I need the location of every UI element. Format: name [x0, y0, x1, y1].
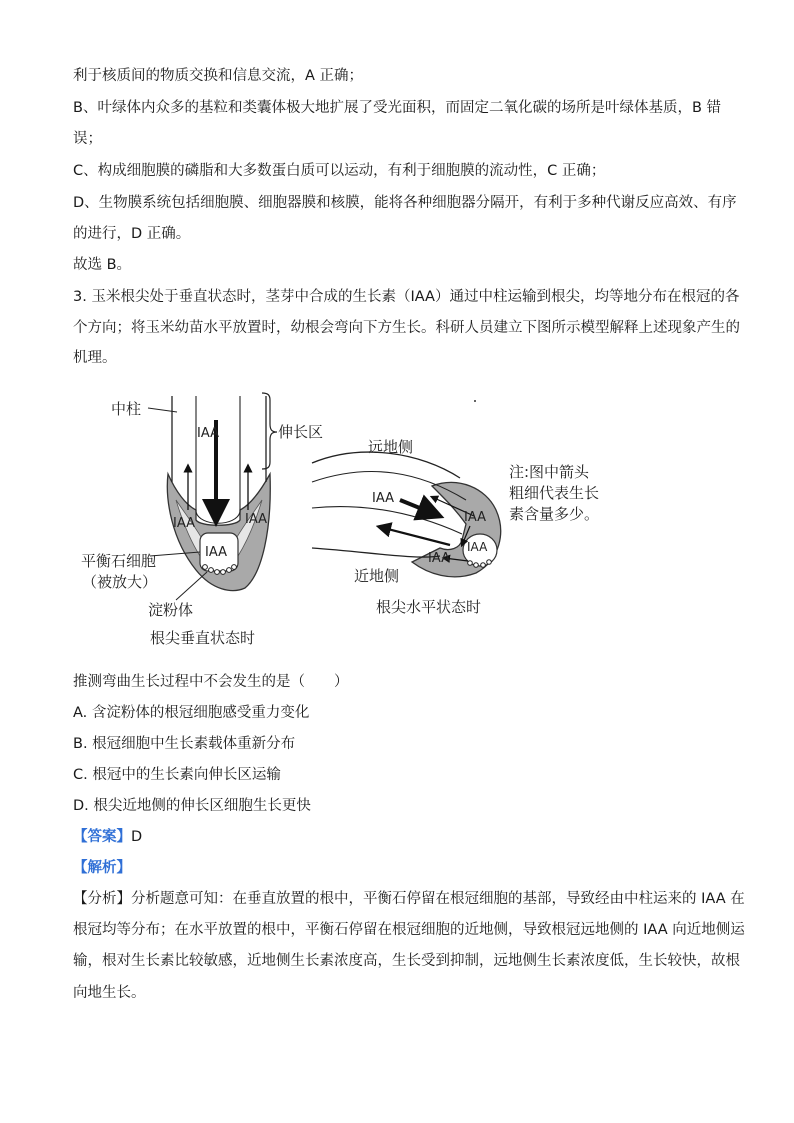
answer-value: D — [131, 829, 143, 845]
question-stem: 推测弯曲生长过程中不会发生的是（ ） — [73, 674, 349, 690]
text-line-7: 故选 B。 — [73, 257, 132, 273]
text-line-6: 的进行，D 正确。 — [73, 226, 191, 242]
caption-vertical: 根尖垂直状态时 — [150, 629, 256, 647]
analysis-line-2: 根冠均等分布；在水平放置的根中，平衡石停留在根冠细胞的近地侧，导致根冠远地侧的 IAA 向近地侧运 — [73, 922, 745, 938]
answer-tag: 【答案】 — [73, 829, 131, 845]
answer-line — [73, 827, 142, 847]
text-line-2: B、叶绿体内众多的基粒和类囊体极大地扩展了受光面积，而固定二氧化碳的场所是叶绿体基质，B 错 — [73, 100, 722, 116]
text-line-4: C、构成细胞膜的磷脂和大多数蛋白质可以运动，有利于细胞膜的流动性，C 正确； — [73, 163, 606, 179]
analysis-line-3: 输，根对生长素比较敏感，近地侧生长素浓度高，生长受到抑制，远地侧生长素浓度低，生长较快，故根 — [73, 953, 740, 969]
label-far-side: 远地侧 — [368, 438, 414, 456]
option-c: C. 根冠中的生长素向伸长区运输 — [73, 767, 281, 783]
label-iaa-horizontal-body: IAA — [372, 491, 394, 506]
question-3-line-3: 机理。 — [73, 350, 117, 366]
label-stele: 中柱 — [111, 400, 142, 418]
text-line-1: 利于核质间的物质交换和信息交流，A 正确； — [73, 68, 364, 84]
elongation-zone-bracket — [262, 393, 277, 469]
vertical-root-figure — [148, 393, 277, 600]
label-amyloplast: 淀粉体 — [148, 601, 194, 619]
analysis-line-4: 向地生长。 — [73, 985, 146, 1001]
label-near-side: 近地侧 — [354, 567, 400, 585]
question-3-line-1: 3. 玉米根尖处于垂直状态时，茎芽中合成的生长素（IAA）通过中柱运输到根尖，均等地分布在根冠的各 — [73, 289, 740, 305]
caption-horizontal: 根尖水平状态时 — [376, 598, 482, 616]
label-iaa-cap-bottom: IAA — [428, 551, 450, 566]
analysis-line-1 — [73, 889, 745, 909]
label-statocyte: 平衡石细胞 — [81, 552, 157, 570]
analysis-text-1: 分析题意可知：在垂直放置的根中，平衡石停留在根冠细胞的基部，导致经由中柱运来的 IAA 在 — [131, 891, 745, 907]
analysis-tag: 【分析】 — [73, 891, 131, 907]
label-iaa-cap-top: IAA — [464, 510, 486, 525]
label-iaa-statocyte-horizontal: IAA — [467, 540, 488, 554]
text-line-3: 误； — [73, 131, 102, 147]
figure-note-line-2: 粗细代表生长 — [509, 484, 600, 502]
label-iaa-cap-left: IAA — [173, 516, 195, 531]
label-iaa-cap-right: IAA — [245, 512, 267, 527]
analysis-heading: 【解析】 — [73, 860, 131, 876]
option-d: D. 根尖近地侧的伸长区细胞生长更快 — [73, 798, 311, 814]
option-a: A. 含淀粉体的根冠细胞感受重力变化 — [73, 705, 310, 721]
label-iaa-statocyte: IAA — [205, 545, 227, 560]
label-iaa-stele: IAA — [197, 426, 219, 441]
figure-note-line-1: 注:图中箭头 — [509, 463, 590, 481]
figure-note-line-3: 素含量多少。 — [509, 505, 600, 523]
horizontal-thick-arrow — [400, 500, 437, 515]
question-3-line-2: 个方向；将玉米幼苗水平放置时，幼根会弯向下方生长。科研人员建立下图所示模型解释上述现象产生的 — [73, 320, 740, 336]
option-b: B. 根冠细胞中生长素载体重新分布 — [73, 736, 296, 752]
label-magnified: （被放大） — [82, 573, 158, 591]
text-line-5: D、生物膜系统包括细胞膜、细胞器膜和核膜，能将各种细胞器分隔开，有利于多种代谢反应高效、有序 — [73, 195, 737, 211]
label-elongation-zone: 伸长区 — [278, 423, 324, 441]
